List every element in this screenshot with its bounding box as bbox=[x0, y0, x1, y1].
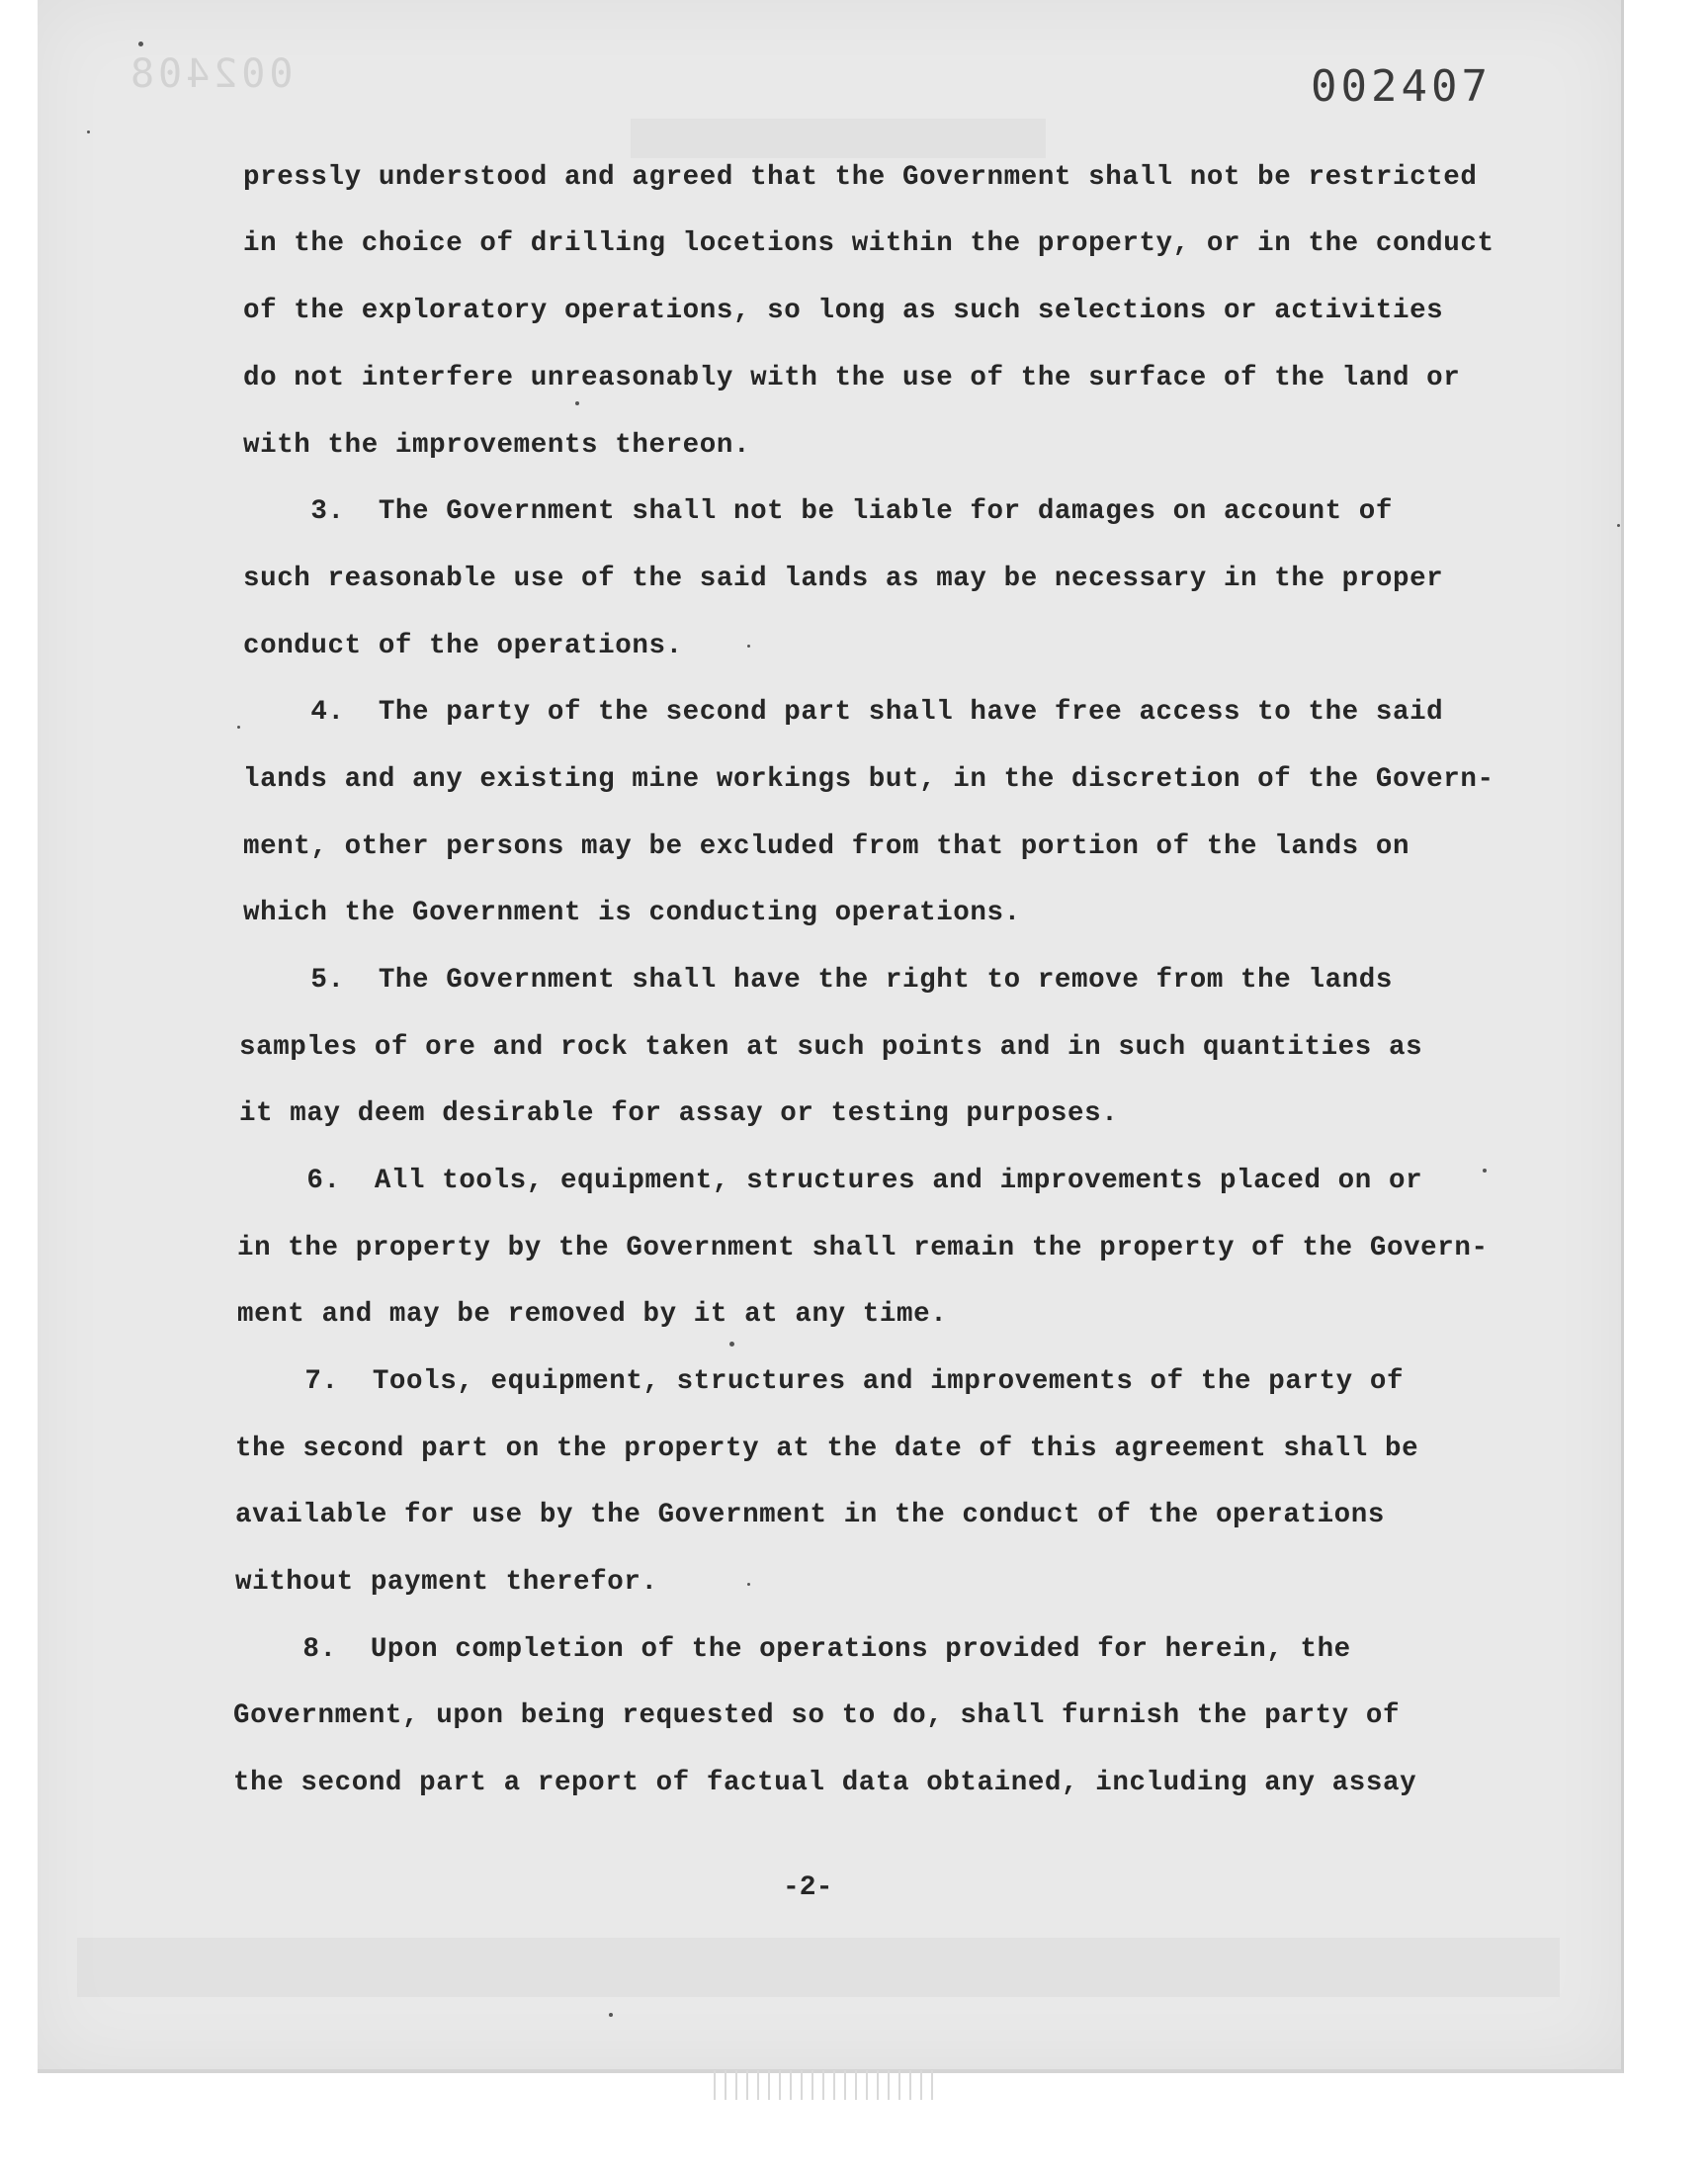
paragraph-8-line: 8. Upon completion of the operations provided for herein, the bbox=[235, 1634, 1351, 1665]
text-line: conduct of the operations. bbox=[243, 631, 683, 661]
scan-edge-marks bbox=[714, 2070, 941, 2100]
text-line: with the improvements thereon. bbox=[243, 430, 751, 461]
page-number: -2- bbox=[783, 1872, 833, 1903]
bleed-through-shadow bbox=[77, 1938, 1560, 1997]
scan-speck bbox=[747, 645, 750, 648]
bleed-through-shadow bbox=[631, 119, 1046, 158]
text-line: Government, upon being requested so to do, shall furnish the party of bbox=[233, 1700, 1401, 1731]
text-line: samples of ore and rock taken at such points and in such quantities as bbox=[239, 1032, 1423, 1063]
text-line: such reasonable use of the said lands as may be necessary in the proper bbox=[243, 564, 1444, 594]
text-line: in the property by the Government shall remain the property of the Govern- bbox=[237, 1233, 1489, 1263]
paragraph-3-line: 3. The Government shall not be liable for damages on account of bbox=[243, 496, 1393, 527]
text-line: it may deem desirable for assay or testing purposes. bbox=[239, 1098, 1119, 1129]
scan-speck bbox=[87, 130, 90, 133]
text-line: pressly understood and agreed that the Government shall not be restricted bbox=[243, 162, 1478, 193]
paragraph-7-line: 7. Tools, equipment, structures and improvements of the party of bbox=[237, 1366, 1405, 1397]
text-line: ment and may be removed by it at any time. bbox=[237, 1299, 948, 1330]
text-line: without payment therefor. bbox=[235, 1567, 658, 1598]
scan-speck bbox=[575, 401, 579, 405]
paragraph-4-line: 4. The party of the second part shall have free access to the said bbox=[243, 697, 1444, 728]
scan-speck bbox=[237, 726, 240, 729]
scan-speck bbox=[1483, 1169, 1487, 1173]
page-stamp-number: 002407 bbox=[1311, 61, 1492, 112]
scan-speck bbox=[729, 1342, 734, 1347]
text-line: of the exploratory operations, so long as such selections or activities bbox=[243, 296, 1444, 326]
text-line: lands and any existing mine workings but, in the discretion of the Govern- bbox=[243, 764, 1494, 795]
paragraph-5-line: 5. The Government shall have the right to remove from the lands bbox=[243, 965, 1393, 996]
text-line: ment, other persons may be excluded from that portion of the lands on bbox=[243, 831, 1410, 862]
scan-speck bbox=[138, 42, 143, 46]
scan-speck bbox=[1617, 524, 1620, 527]
text-line: do not interfere unreasonably with the use of the surface of the land or bbox=[243, 363, 1461, 393]
scan-speck bbox=[747, 1583, 750, 1586]
paragraph-6-line: 6. All tools, equipment, structures and improvements placed on or bbox=[239, 1166, 1423, 1196]
bleed-through-stamp: 002408 bbox=[127, 51, 294, 97]
text-line: available for use by the Government in the conduct of the operations bbox=[235, 1500, 1385, 1530]
text-line: in the choice of drilling locetions within the property, or in the conduct bbox=[243, 228, 1494, 259]
text-line: the second part on the property at the date of this agreement shall be bbox=[235, 1434, 1419, 1464]
text-line: the second part a report of factual data obtained, including any assay bbox=[233, 1768, 1417, 1798]
scan-speck bbox=[609, 2013, 613, 2017]
text-line: which the Government is conducting operations. bbox=[243, 898, 1021, 928]
